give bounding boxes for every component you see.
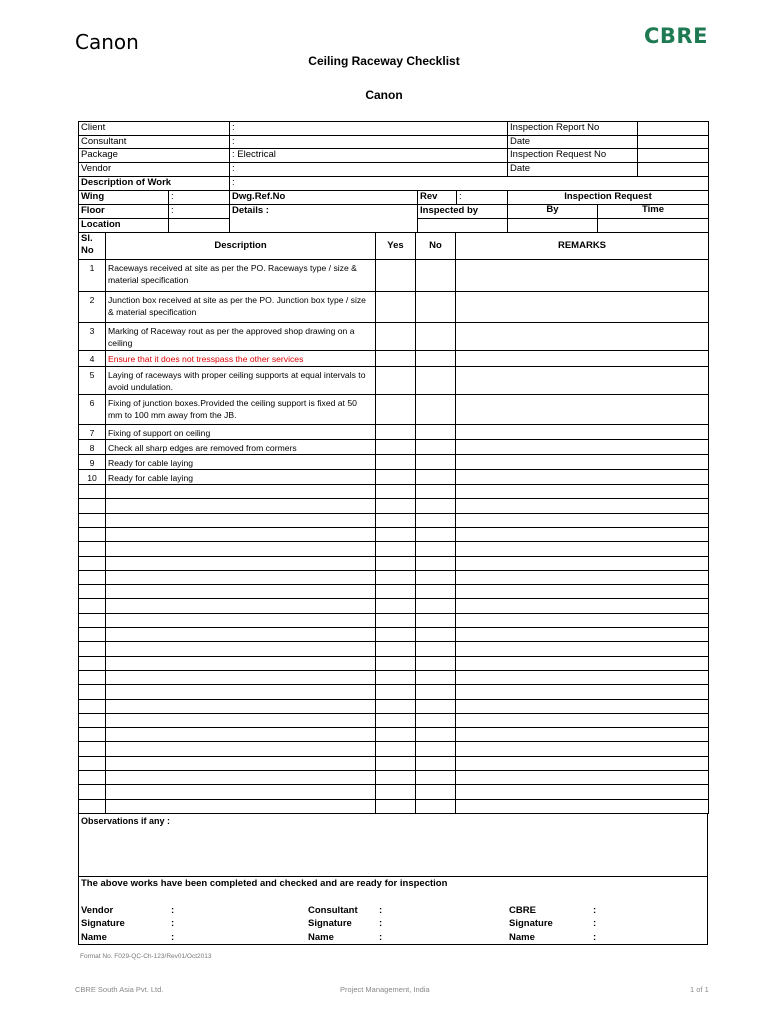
client-label: Client <box>79 122 230 136</box>
item-description: Check all sharp edges are removed from cormers <box>106 440 376 455</box>
remarks-cell[interactable] <box>456 367 709 395</box>
inspected-by-field[interactable] <box>418 218 508 232</box>
client-field[interactable]: : <box>230 122 508 136</box>
item-description: Ensure that it does not tresspass the other services <box>106 351 376 367</box>
remarks-cell[interactable] <box>456 440 709 455</box>
vendor-signature-label: Signature <box>81 918 125 930</box>
empty-row <box>79 728 709 742</box>
yes-cell[interactable] <box>376 351 416 367</box>
empty-row <box>79 499 709 513</box>
yes-cell[interactable] <box>376 323 416 351</box>
item-number: 5 <box>79 367 106 395</box>
remarks-cell[interactable] <box>456 323 709 351</box>
item-number: 8 <box>79 440 106 455</box>
remarks-cell[interactable] <box>456 425 709 440</box>
document-title: Ceiling Raceway Checklist <box>308 54 460 68</box>
no-cell[interactable] <box>416 323 456 351</box>
yes-cell[interactable] <box>376 470 416 485</box>
yes-cell[interactable] <box>376 260 416 292</box>
empty-row <box>79 513 709 527</box>
empty-row <box>79 785 709 799</box>
item-description: Ready for cable laying <box>106 470 376 485</box>
empty-row <box>79 685 709 699</box>
inspection-request-no-field[interactable] <box>638 149 709 163</box>
location-field[interactable] <box>169 218 230 232</box>
table-row <box>79 367 709 395</box>
col-description: Description <box>106 233 376 260</box>
consultant-name-label: Name <box>308 931 334 943</box>
cbre-signoff: CBRE : Signature : Name : <box>509 904 597 943</box>
cbre-name-label: Name <box>509 931 535 943</box>
checklist-table <box>78 233 709 814</box>
rev-field[interactable]: : <box>457 191 508 205</box>
date-label: Date <box>508 163 638 177</box>
observations-box[interactable] <box>78 814 708 877</box>
item-number: 1 <box>79 260 106 292</box>
floor-table <box>78 205 709 233</box>
footer-company: CBRE South Asia Pvt. Ltd. <box>75 985 164 994</box>
item-description: Raceways received at site as per the PO. Raceways type / size & material specification <box>106 260 376 292</box>
vendor-signoff-label: Vendor <box>81 904 114 916</box>
remarks-cell[interactable] <box>456 351 709 367</box>
vendor-label: Vendor <box>79 163 230 177</box>
yes-cell[interactable] <box>376 455 416 470</box>
date-field[interactable] <box>638 135 709 149</box>
dwg-ref-no-label: Dwg.Ref.No <box>230 191 418 205</box>
empty-row <box>79 485 709 499</box>
remarks-cell[interactable] <box>456 260 709 292</box>
empty-row <box>79 742 709 756</box>
consultant-field[interactable]: : <box>230 135 508 149</box>
vendor-name-label: Name <box>81 931 107 943</box>
floor-label: Floor <box>79 205 169 219</box>
item-number: 9 <box>79 455 106 470</box>
table-row <box>79 260 709 292</box>
vendor-field[interactable]: : <box>230 163 508 177</box>
description-of-work-label: Description of Work <box>79 176 230 190</box>
package-field[interactable]: : Electrical <box>230 149 508 163</box>
empty-row <box>79 670 709 684</box>
table-row <box>79 455 709 470</box>
empty-row <box>79 771 709 785</box>
item-description: Ready for cable laying <box>106 455 376 470</box>
no-cell[interactable] <box>416 395 456 425</box>
floor-field[interactable]: : <box>169 205 230 219</box>
no-cell[interactable] <box>416 455 456 470</box>
table-row <box>79 323 709 351</box>
item-description: Marking of Raceway rout as per the approved shop drawing on a ceiling <box>106 323 376 351</box>
rev-label: Rev <box>418 191 457 205</box>
time-field[interactable] <box>598 218 709 232</box>
remarks-cell[interactable] <box>456 292 709 323</box>
header-info-table <box>78 121 709 191</box>
inspection-report-no-label: Inspection Report No <box>508 122 638 136</box>
empty-row <box>79 642 709 656</box>
cbre-signoff-label: CBRE <box>509 904 536 916</box>
details-label: Details : <box>230 205 418 232</box>
remarks-cell[interactable] <box>456 455 709 470</box>
table-row <box>79 470 709 485</box>
remarks-cell[interactable] <box>456 395 709 425</box>
no-cell[interactable] <box>416 425 456 440</box>
empty-row <box>79 756 709 770</box>
empty-row <box>79 527 709 541</box>
wing-label: Wing <box>79 191 169 205</box>
item-number: 2 <box>79 292 106 323</box>
empty-row <box>79 799 709 813</box>
item-number: 6 <box>79 395 106 425</box>
consultant-signature-label: Signature <box>308 918 352 930</box>
consultant-signoff: Consultant : Signature : Name : <box>308 904 383 943</box>
col-yes: Yes <box>376 233 416 260</box>
date-field[interactable] <box>638 163 709 177</box>
no-cell[interactable] <box>416 292 456 323</box>
location-table <box>78 191 709 205</box>
wing-field[interactable]: : <box>169 191 230 205</box>
yes-cell[interactable] <box>376 292 416 323</box>
item-description: Fixing of support on ceiling <box>106 425 376 440</box>
item-description: Laying of raceways with proper ceiling supports at equal intervals to avoid undulation. <box>106 367 376 395</box>
empty-row <box>79 599 709 613</box>
item-number: 10 <box>79 470 106 485</box>
item-number: 7 <box>79 425 106 440</box>
no-cell[interactable] <box>416 367 456 395</box>
inspected-by-label: Inspected by <box>418 205 508 219</box>
empty-row <box>79 713 709 727</box>
footer-department: Project Management, India <box>340 985 430 994</box>
no-cell[interactable] <box>416 440 456 455</box>
col-remarks: REMARKS <box>456 233 709 260</box>
empty-row <box>79 656 709 670</box>
table-row <box>79 292 709 323</box>
yes-cell[interactable] <box>376 440 416 455</box>
col-sl-no: Sl. No <box>79 233 106 260</box>
empty-row <box>79 628 709 642</box>
item-number: 3 <box>79 323 106 351</box>
no-cell[interactable] <box>416 470 456 485</box>
inspection-request-label: Inspection Request <box>508 191 709 205</box>
yes-cell[interactable] <box>376 367 416 395</box>
consultant-signoff-label: Consultant <box>308 904 358 916</box>
yes-cell[interactable] <box>376 395 416 425</box>
empty-row <box>79 556 709 570</box>
item-description: Junction box received at site as per the PO. Junction box type / size & material specification <box>106 292 376 323</box>
no-cell[interactable] <box>416 351 456 367</box>
time-label: Time <box>598 205 709 219</box>
location-label: Location <box>79 218 169 232</box>
description-of-work-field[interactable]: : <box>230 176 709 190</box>
empty-row <box>79 613 709 627</box>
col-no: No <box>416 233 456 260</box>
table-row <box>79 395 709 425</box>
package-label: Package <box>79 149 230 163</box>
cbre-logo: CBRE <box>644 24 708 48</box>
empty-row <box>79 585 709 599</box>
footer-page-number: 1 of 1 <box>690 985 709 994</box>
cbre-signature-label: Signature <box>509 918 553 930</box>
empty-row <box>79 570 709 584</box>
checklist-sheet <box>78 121 708 945</box>
completion-statement: The above works have been completed and checked and are ready for inspection <box>81 877 448 889</box>
observations-label: Observations if any : <box>81 815 171 826</box>
item-description: Fixing of junction boxes.Provided the ceiling support is fixed at 50 mm to 100 mm away from the JB. <box>106 395 376 425</box>
by-field[interactable] <box>508 218 598 232</box>
company-name: Canon <box>75 30 139 54</box>
inspection-report-no-field[interactable] <box>638 122 709 136</box>
completion-section <box>78 877 708 945</box>
empty-rows <box>79 485 709 814</box>
no-cell[interactable] <box>416 260 456 292</box>
document-subtitle: Canon <box>365 88 403 102</box>
date-label: Date <box>508 135 638 149</box>
table-row <box>79 440 709 455</box>
empty-row <box>79 542 709 556</box>
item-number: 4 <box>79 351 106 367</box>
table-row <box>79 351 709 367</box>
inspection-request-no-label: Inspection Request No <box>508 149 638 163</box>
consultant-label: Consultant <box>79 135 230 149</box>
yes-cell[interactable] <box>376 425 416 440</box>
vendor-signoff: Vendor : Signature : Name : <box>81 904 175 943</box>
by-label: By <box>508 205 598 219</box>
table-row <box>79 425 709 440</box>
remarks-cell[interactable] <box>456 470 709 485</box>
format-number: Format No. F029-QC-Ch-123/Rev01/Oct2013 <box>80 953 212 960</box>
empty-row <box>79 699 709 713</box>
